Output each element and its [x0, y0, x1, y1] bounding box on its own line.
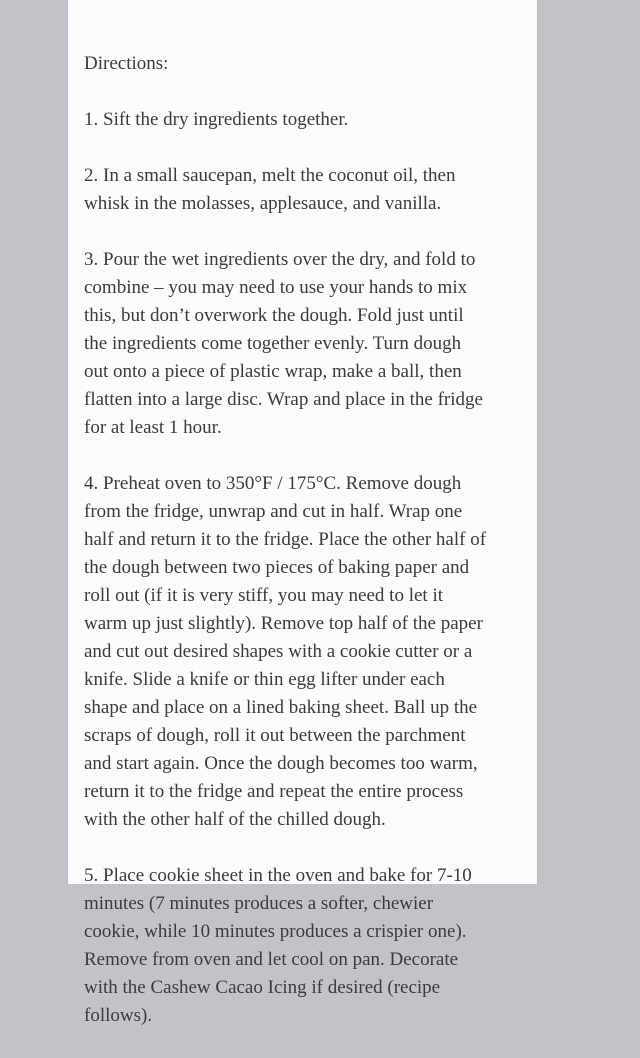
document-page [67, 0, 538, 1026]
direction-step-3: 3. Pour the wet ingredients over the dry, and fold to combine – you may need to use your hands to mix this, but don’t overwork the dough. Fold just until the ingredients come together evenly. Turn dough out onto a piece of plastic wrap, make a ball, then flatten into a large disc. Wrap and place in the fridge for at least 1 hour. [84, 249, 483, 438]
directions-heading: Directions: [84, 53, 169, 74]
direction-step-2: 2. In a small saucepan, melt the coconut oil, then whisk in the molasses, applesauce, and vanilla. [84, 165, 456, 214]
direction-step-4: 4. Preheat oven to 350°F / 175°C. Remove dough from the fridge, unwrap and cut in half. Wrap one half and return it to the fridge. Place the other half of the dough between two pieces of baking paper and roll out (if it is very stiff, you may need to let it warm up just slightly). Remove top half of the paper and cut out desired shapes with a cookie cutter or a knife. Slide a knife or thin egg lifter under each shape and place on a lined baking sheet. Ball up the scraps of dough, roll it out between the parchment and start again. Once the dough becomes too warm, return it to the fridge and repeat the entire process with the other half of the chilled dough. [84, 473, 487, 830]
directions-text [84, 22, 530, 1058]
direction-step-1: 1. Sift the dry ingredients together. [84, 109, 349, 130]
direction-step-5: 5. Place cookie sheet in the oven and bake for 7-10 minutes (7 minutes produces a softer, chewier cookie, while 10 minutes produces a crispier one). Remove from oven and let cool on pan. Decorate with the Cashew Cacao Icing if desired (recipe follows). [84, 865, 472, 1026]
